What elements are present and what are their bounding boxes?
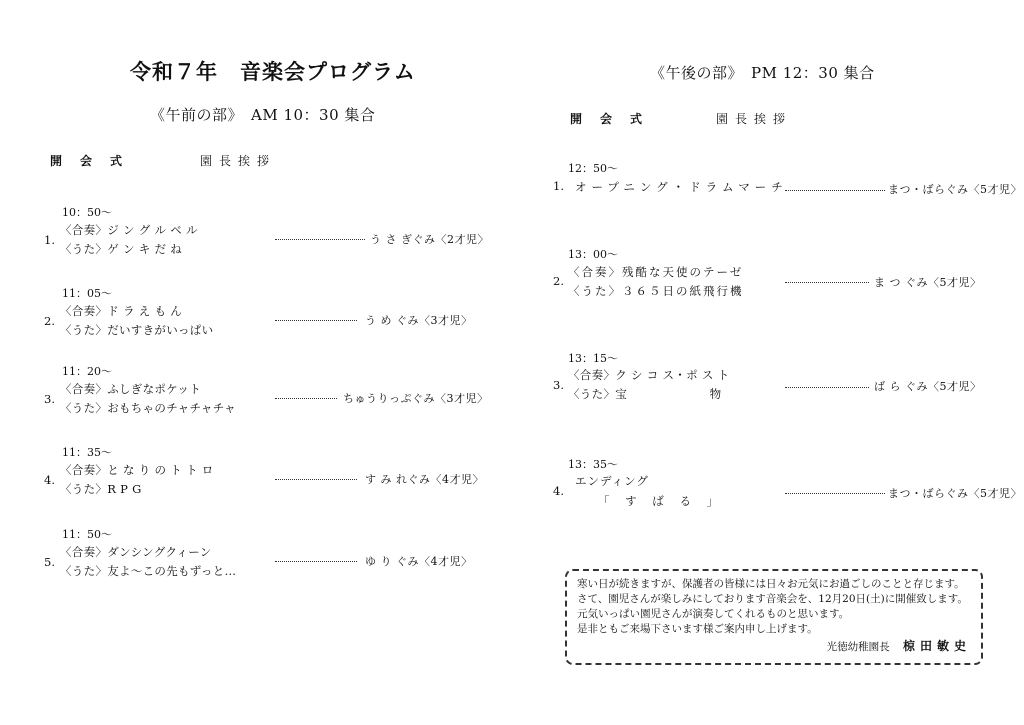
item-time: 11：05～ (62, 287, 112, 300)
item-time: 13：15～ (568, 352, 618, 365)
item-group: う め ぐみ〈3才児〉 (365, 314, 473, 327)
item-line-1: 〈合奏〉ク シ コ ス・ポ ス ト (568, 368, 730, 382)
item-time: 10：50～ (62, 206, 112, 219)
item-time: 13：35～ (568, 458, 618, 471)
notice-line-1: 寒い日が続きますが、保護者の皆様には日々お元気にお過ごしのことと存じます。 (577, 578, 965, 590)
item-group: まつ・ばらぐみ〈5才児〉 (888, 487, 1022, 500)
item-group: ま つ ぐみ〈5才児〉 (874, 276, 982, 289)
program-title: 令和７年 音楽会プログラム (130, 60, 416, 84)
item-line-2: 〈うた〉おもちゃのチャチャチャ (60, 401, 236, 415)
dotted-leader (785, 282, 869, 283)
afternoon-opening-ceremony (570, 110, 793, 127)
item-number: 3. (44, 392, 55, 406)
signature-name: 椋田敏史 (902, 639, 971, 653)
opening-desc: 園長挨拶 (716, 112, 793, 126)
item-line-1: 〈合奏〉残酷な天使のテーゼ (568, 265, 744, 279)
item-line-1: 〈合奏〉ふしぎなポケット (60, 382, 202, 396)
dotted-leader (275, 320, 357, 321)
item-group: ちゅうりっぷぐみ〈3才児〉 (343, 392, 489, 405)
item-line-1: 〈合奏〉ダンシングクィーン (60, 545, 212, 559)
item-number: 1. (44, 233, 55, 247)
item-line-2: 〈うた〉ゲ ン キ だ ね (60, 242, 183, 256)
afternoon-session-header: 《午後の部》 PM 12：30 集合 (650, 64, 875, 82)
item-number: 2. (553, 274, 564, 288)
item-line-2: 〈うた〉R P G (60, 482, 142, 496)
dotted-leader (275, 561, 357, 562)
item-line-1: オープニング・ドラムマーチ (575, 180, 788, 194)
item-line-2: 〈うた〉３６５日の紙飛行機 (568, 284, 744, 298)
item-time: 11：50～ (62, 528, 112, 541)
item-number: 3. (553, 378, 564, 392)
item-line-1: エンディング (575, 474, 649, 488)
item-line-2: 〈うた〉宝 物 (568, 387, 722, 401)
item-group: う さ ぎぐみ〈2才児〉 (370, 233, 489, 246)
opening-label: 開会式 (570, 112, 661, 126)
item-number: 4. (44, 473, 55, 487)
dotted-leader (785, 387, 869, 388)
dotted-leader (275, 239, 365, 240)
item-number: 5. (44, 555, 55, 569)
morning-session-header: 《午前の部》 AM 10：30 集合 (150, 106, 376, 124)
signature-title: 光徳幼稚園長 (826, 641, 890, 653)
item-number: 1. (553, 179, 564, 193)
item-line-1: 〈合奏〉ジ ン グ ル ベ ル (60, 223, 198, 237)
item-group: まつ・ばらぐみ〈5才児〉 (888, 183, 1022, 196)
item-time: 13：00～ (568, 248, 618, 261)
dotted-leader (275, 479, 357, 480)
notice-line-2: さて、園児さんが楽しみにしております音楽会を、12月20日(土)に開催致します。 (577, 593, 968, 605)
opening-desc: 園長挨拶 (200, 154, 277, 168)
item-time: 11：20～ (62, 365, 112, 378)
notice-line-4: 是非ともご来場下さいます様ご案内申し上げます。 (577, 623, 818, 635)
item-number: 2. (44, 314, 55, 328)
dotted-leader (275, 398, 337, 399)
notice-line-3: 元気いっぱい園児さんが演奏してくれるものと思います。 (577, 608, 850, 620)
item-group: す み れぐみ〈4才児〉 (365, 473, 484, 486)
item-line-2: 〈うた〉友よ～この先もずっと… (60, 564, 237, 578)
notice-box (565, 569, 983, 665)
item-number: 4. (553, 484, 564, 498)
dotted-leader (785, 190, 885, 191)
item-time: 11：35～ (62, 446, 112, 459)
item-line-1: 〈合奏〉と な り の ト ト ロ (60, 463, 214, 477)
item-time: 12：50～ (568, 162, 618, 175)
opening-label: 開会式 (50, 154, 141, 168)
item-group: ば ら ぐみ〈5才児〉 (874, 380, 982, 393)
morning-opening-ceremony (50, 152, 277, 169)
item-line-1: 〈合奏〉ド ラ え も ん (60, 304, 183, 318)
dotted-leader (785, 493, 885, 494)
signature (577, 639, 971, 655)
item-line-2: 〈うた〉だいすきがいっぱい (60, 323, 214, 337)
item-line-2: 「 す ば る 」 (598, 494, 725, 508)
item-group: ゆ り ぐみ〈4才児〉 (365, 555, 473, 568)
